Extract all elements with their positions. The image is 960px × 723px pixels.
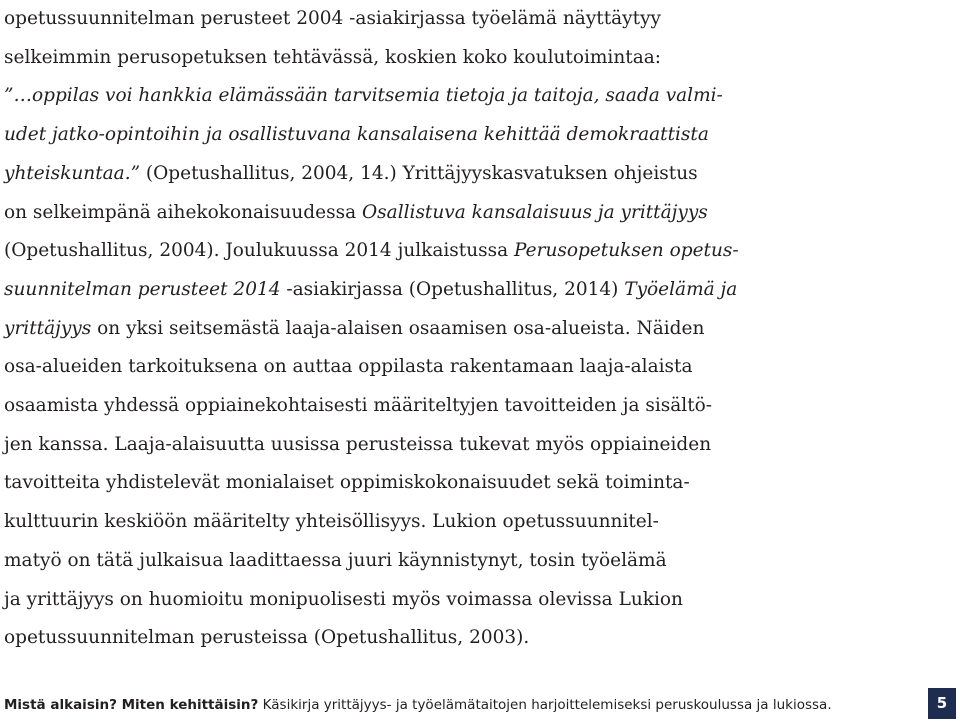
italic-text: Perusopetuksen opetus- [514,240,739,262]
text-run: osa-alueiden tarkoituksena on auttaa oppilasta rakentamaan laaja-alaista [4,356,693,378]
text-line [4,426,711,464]
page-footer [4,688,956,720]
text-run: opetussuunnitelman perusteissa (Opetushallitus, 2003). [4,627,530,649]
text-run: kulttuurin keskiöön määritelty yhteisöllisyys. Lukion opetussuunnitel- [4,511,659,533]
text-line [4,387,712,425]
text-run: opetussuunnitelman perusteet 2004 -asiakirjassa työelämä näyttäytyy [4,8,661,29]
text-run: -asiakirjassa (Opetushallitus, 2014) [280,278,625,300]
text-run: ja yrittäjyys on huomioitu monipuolisesti myös voimassa olevissa Lukion [4,588,683,610]
text-line [4,581,683,619]
italic-text: Osallistuva kansalaisuus ja yrittäjyys [362,201,708,223]
text-run: tavoitteita yhdistelevät monialaiset oppimiskokonaisuudet sekä toiminta- [4,472,690,494]
text-line [4,503,659,541]
italic-text: Työelämä ja [624,278,738,300]
text-run: on selkeimpänä aihekokonaisuudessa [4,201,362,223]
text-line [4,232,739,270]
text-line [4,116,709,154]
text-line [4,194,708,232]
text-run: jen kanssa. Laaja-alaisuutta uusissa perusteissa tukevat myös oppiaineiden [4,433,712,455]
text-line [4,271,737,309]
text-line [4,155,698,193]
text-line [4,0,661,38]
footer-text [4,697,832,713]
text-run: matyö on tätä julkaisua laadittaessa juuri käynnistynyt, tosin työelämä [4,549,667,571]
text-line [4,77,723,115]
text-run: (Opetushallitus, 2004, 14.) Yrittäjyyskasvatuksen ohjeistus [140,162,698,184]
text-line [4,464,690,502]
text-run: (Opetushallitus, 2004). Joulukuussa 2014 julkaistussa [4,240,515,262]
footer-book-title: Mistä alkaisin? Miten kehittäisin? [4,697,259,713]
text-line [4,619,529,657]
italic-text: yhteiskuntaa.” [4,162,141,184]
text-line [4,310,704,348]
text-line [4,39,661,77]
text-run: selkeimmin perusopetuksen tehtävässä, koskien koko koulutoimintaa: [4,46,661,68]
footer-book-subtitle: Käsikirja yrittäjyys- ja työelämätaitojen harjoittelemiseksi peruskoulussa ja lukiossa. [258,697,832,713]
page-number: 5 [928,688,956,719]
italic-text: yrittäjyys [4,317,92,339]
text-run: osaamista yhdessä oppiainekohtaisesti määriteltyjen tavoitteiden ja sisältö- [4,395,713,416]
italic-text: udet jatko-opintoihin ja osallistuvana kansalaisena kehittää demokraattista [4,124,709,146]
italic-text: ”…oppilas voi hankkia elämässään tarvitsemia tietoja ja taitoja, saada valmi- [4,85,723,107]
text-run: on yksi seitsemästä laaja-alaisen osaamisen osa-alueista. Näiden [91,317,705,339]
text-line [4,348,692,386]
text-line [4,542,667,580]
italic-text: suunnitelman perusteet 2014 [4,278,281,300]
